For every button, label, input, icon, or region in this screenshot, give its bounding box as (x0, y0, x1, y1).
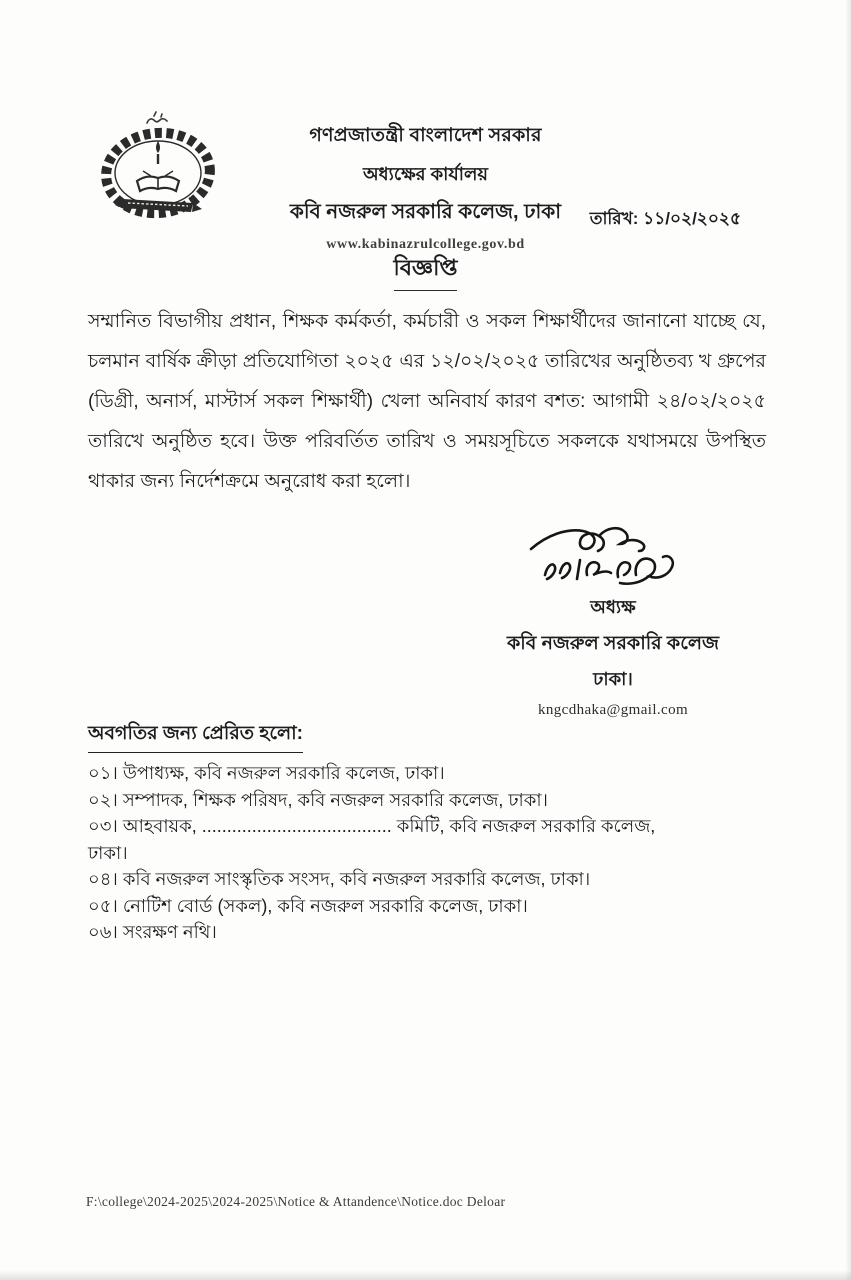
cc-list (88, 719, 688, 946)
notice-date: তারিখ: ১১/০২/২০২৫ (589, 209, 741, 228)
cc-item: ০৪। কবি নজরুল সাংস্কৃতিক সংসদ, কবি নজরুল সরকারি কলেজ, ঢাকা। (88, 869, 591, 889)
college-name: কবি নজরুল সরকারি কলেজ, ঢাকা (289, 201, 562, 223)
cc-item: ০৩। আহবায়ক, ...................................... কমিটি, কবি নজরুল সরকারি কলেজ, ঢাকা। (88, 816, 656, 863)
signatory-email: kngcdhaka@gmail.com (537, 702, 689, 718)
cc-item: ০৬। সংরক্ষণ নথি। (88, 922, 217, 942)
website-url: www.kabinazrulcollege.gov.bd (326, 237, 525, 252)
notice-body: সম্মানিত বিভাগীয় প্রধান, শিক্ষক কর্মকর্তা, কর্মচারী ও সকল শিক্ষার্থীদের জানানো যাচ্ছে যে, চলমান বার্ষিক ক্রীড়া প্রতিযোগিতা ২০২৫ এর ১২/০২/২০২৫ তারিখের অনুষ্ঠিতব্য খ গ্রুপের (ডিগ্রী, অনার্স, মাস্টার্স সকল শিক্ষার্থী) খেলা অনিবার্য কারণ বশত: আগামী ২৪/০২/২০২৫ তারিখে অনুষ্ঠিত হবে। উক্ত পরিবর্তিত তারিখ ও সময়সূচিতে সকলকে যথাসময়ে উপস্থিত থাকার জন্য নির্দেশক্রমে অনুরোধ করা হলো। (88, 311, 766, 492)
notice-title: বিজ্ঞপ্তি (394, 251, 458, 291)
cc-item: ০১। উপাধ্যক্ষ, কবি নজরুল সরকারি কলেজ, ঢাকা। (88, 763, 445, 783)
government-title: গণপ্রজাতন্ত্রী বাংলাদেশ সরকার (309, 125, 542, 146)
cc-item: ০৫। নোটিশ বোর্ড (সকল), কবি নজরুল সরকারি কলেজ, ঢাকা। (88, 895, 528, 916)
scan-shadow-bottom (0, 1270, 851, 1280)
office-title: অধ্যক্ষের কার্যালয় (362, 164, 489, 184)
signatory-city: ঢাকা। (593, 669, 633, 689)
signature-scribble-icon (525, 523, 701, 597)
footer-file-path: F:\college\2024-2025\2024-2025\Notice & Attandence\Notice.doc Deloar (86, 1194, 506, 1209)
signatory-college: কবি নজরুল সরকারি কলেজ (507, 633, 719, 654)
signatory-designation: অধ্যক্ষ (590, 597, 636, 617)
signature-block (468, 523, 758, 719)
notice-title-wrap (0, 251, 851, 291)
cc-heading: অবগতির জন্য প্রেরিত হলো: (88, 719, 303, 753)
cc-item: ০২। সম্পাদক, শিক্ষক পরিষদ, কবি নজরুল সরকারি কলেজ, ঢাকা। (88, 789, 548, 810)
